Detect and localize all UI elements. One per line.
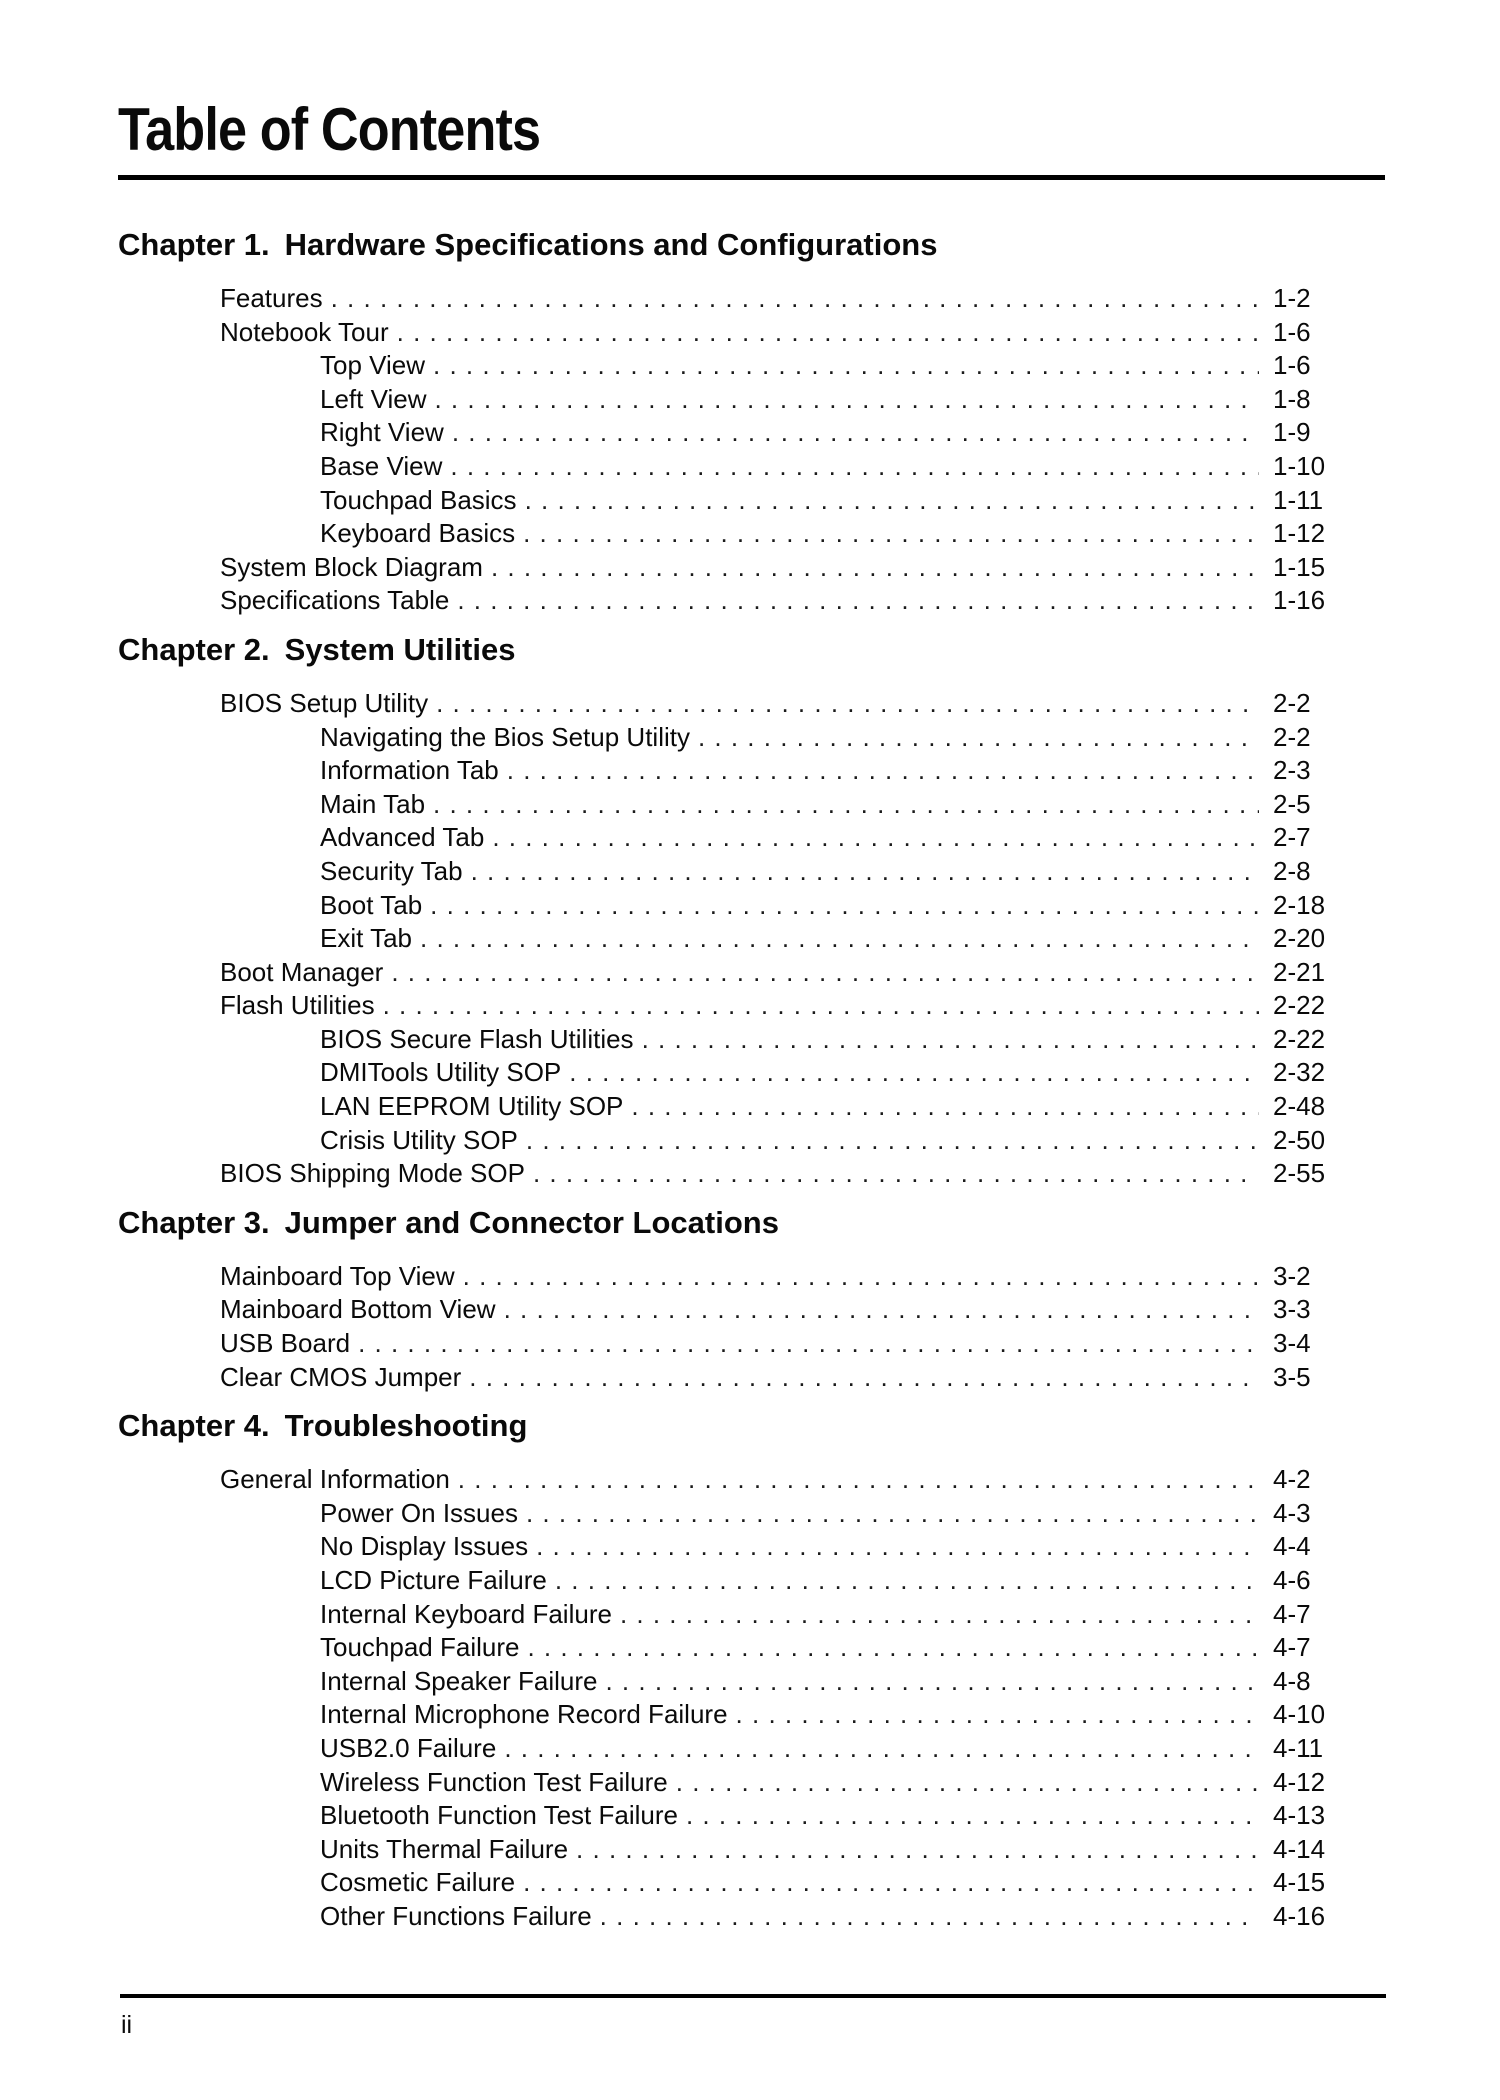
dot-leader xyxy=(605,1665,1259,1699)
entry-page-number: 1-6 xyxy=(1273,350,1311,381)
toc-entry xyxy=(118,1361,1385,1395)
page-title: Table of Contents xyxy=(118,96,541,163)
dot-leader xyxy=(736,1698,1259,1732)
chapter-number: Chapter 3. xyxy=(118,1204,270,1240)
toc-entry xyxy=(118,551,1385,585)
entry-page-number: 4-13 xyxy=(1273,1800,1326,1831)
toc-entry xyxy=(118,855,1385,889)
toc-entry xyxy=(118,1260,1385,1294)
toc-chapter xyxy=(118,632,1385,1191)
entry-page-number: 4-4 xyxy=(1273,1531,1311,1562)
toc-entry xyxy=(118,687,1385,721)
toc-entry xyxy=(118,1463,1385,1497)
entry-label: Top View xyxy=(320,350,426,381)
dot-leader xyxy=(433,788,1259,822)
entry-page-number: 1-12 xyxy=(1273,518,1326,549)
toc-entry xyxy=(118,484,1385,518)
chapter-heading xyxy=(118,1408,1385,1444)
toc-entry xyxy=(118,1564,1385,1598)
entry-label: LCD Picture Failure xyxy=(320,1565,547,1595)
toc-entry xyxy=(118,517,1385,551)
toc-entry xyxy=(118,889,1385,923)
toc-entry xyxy=(118,989,1385,1023)
dot-leader xyxy=(433,349,1259,383)
dot-leader xyxy=(504,1732,1259,1766)
toc-entry xyxy=(118,349,1385,383)
entry-label: Information Tab xyxy=(320,755,499,786)
dot-leader xyxy=(391,956,1259,990)
entry-page-number: 2-2 xyxy=(1273,721,1311,752)
chapter-heading xyxy=(118,632,1385,668)
toc-entry xyxy=(118,1766,1385,1800)
toc-entry xyxy=(118,416,1385,450)
dot-leader xyxy=(452,416,1259,450)
dot-leader xyxy=(463,1260,1259,1294)
entry-page-number: 2-5 xyxy=(1273,788,1311,819)
entry-page-number: 2-22 xyxy=(1273,1023,1326,1054)
entry-page-number: 4-7 xyxy=(1273,1598,1311,1629)
toc-entry xyxy=(118,754,1385,788)
entry-label: USB Board xyxy=(220,1328,351,1359)
toc-entry xyxy=(118,721,1385,755)
toc-chapter xyxy=(118,227,1385,618)
entry-label: Left View xyxy=(320,383,427,414)
dot-leader xyxy=(569,1056,1259,1090)
entry-page-number: 2-7 xyxy=(1273,822,1311,853)
entry-page-number: 1-6 xyxy=(1273,316,1311,347)
toc-entry xyxy=(118,1665,1385,1699)
dot-leader xyxy=(504,1293,1259,1327)
toc-entry xyxy=(118,1157,1385,1191)
chapter-title: Hardware Specifications and Configurations xyxy=(284,227,938,262)
chapter-entries xyxy=(118,282,1385,618)
dot-leader xyxy=(457,584,1259,618)
chapter-number: Chapter 4. xyxy=(118,1408,270,1444)
entry-page-number: 4-16 xyxy=(1273,1900,1326,1931)
dot-leader xyxy=(523,1866,1259,1900)
dot-leader xyxy=(331,282,1259,316)
entry-label: System Block Diagram xyxy=(220,551,483,582)
dot-leader xyxy=(492,821,1259,855)
toc-chapter xyxy=(118,1205,1385,1394)
toc-entry xyxy=(118,450,1385,484)
dot-leader xyxy=(555,1564,1259,1598)
entry-page-number: 4-12 xyxy=(1273,1766,1326,1797)
entry-label: Units Thermal Failure xyxy=(320,1833,569,1864)
entry-page-number: 4-14 xyxy=(1273,1833,1326,1864)
toc-entry xyxy=(118,383,1385,417)
chapter-title: Troubleshooting xyxy=(284,1408,528,1444)
entry-label: DMITools Utility SOP xyxy=(320,1057,562,1088)
entry-label: Internal Speaker Failure xyxy=(320,1665,598,1696)
toc-entry xyxy=(118,788,1385,822)
dot-leader xyxy=(642,1023,1259,1057)
entry-page-number: 2-32 xyxy=(1273,1057,1326,1088)
toc xyxy=(118,227,1385,1934)
entry-page-number: 2-20 xyxy=(1273,923,1326,954)
entry-page-number: 1-10 xyxy=(1273,450,1326,481)
entry-page-number: 1-16 xyxy=(1273,585,1326,616)
entry-label: Security Tab xyxy=(320,855,463,886)
dot-leader xyxy=(436,687,1259,721)
dot-leader xyxy=(420,922,1259,956)
entry-page-number: 3-4 xyxy=(1273,1328,1311,1359)
entry-label: Boot Tab xyxy=(320,889,423,920)
toc-entry xyxy=(118,1530,1385,1564)
entry-page-number: 3-3 xyxy=(1273,1294,1311,1325)
toc-entry xyxy=(118,1090,1385,1124)
dot-leader xyxy=(525,484,1259,518)
entry-page-number: 4-15 xyxy=(1273,1867,1326,1898)
dot-leader xyxy=(631,1090,1259,1124)
entry-page-number: 1-2 xyxy=(1273,283,1311,313)
dot-leader xyxy=(676,1766,1259,1800)
toc-entry xyxy=(118,1023,1385,1057)
entry-label: Touchpad Failure xyxy=(320,1632,520,1663)
toc-entry xyxy=(118,1900,1385,1934)
entry-page-number: 2-3 xyxy=(1273,755,1311,786)
toc-entry xyxy=(118,821,1385,855)
entry-label: Specifications Table xyxy=(220,585,450,616)
toc-entry xyxy=(118,584,1385,618)
toc-entry xyxy=(118,1866,1385,1900)
dot-leader xyxy=(491,551,1259,585)
footer-rule xyxy=(120,1994,1386,1998)
dot-leader xyxy=(526,1124,1259,1158)
toc-entry xyxy=(118,1124,1385,1158)
dot-leader xyxy=(536,1530,1259,1564)
entry-label: Navigating the Bios Setup Utility xyxy=(320,721,690,752)
entry-page-number: 2-2 xyxy=(1273,687,1311,718)
toc-entry xyxy=(118,956,1385,990)
footer-page-number: ii xyxy=(121,2011,133,2039)
entry-page-number: 4-8 xyxy=(1273,1665,1311,1696)
toc-entry xyxy=(118,1732,1385,1766)
entry-label: Right View xyxy=(320,417,444,448)
dot-leader xyxy=(698,721,1259,755)
entry-label: BIOS Secure Flash Utilities xyxy=(320,1023,634,1054)
toc-entry xyxy=(118,1327,1385,1361)
entry-label: Main Tab xyxy=(320,788,426,819)
dot-leader xyxy=(620,1598,1259,1632)
dot-leader xyxy=(526,1497,1259,1531)
entry-label: Exit Tab xyxy=(320,923,413,954)
entry-label: BIOS Shipping Mode SOP xyxy=(220,1158,525,1189)
toc-entry xyxy=(118,1497,1385,1531)
dot-leader xyxy=(458,1463,1259,1497)
entry-label: Cosmetic Failure xyxy=(320,1867,516,1898)
dot-leader xyxy=(523,517,1259,551)
toc-entry xyxy=(118,1598,1385,1632)
chapter-entries xyxy=(118,1260,1385,1394)
dot-leader xyxy=(533,1157,1259,1191)
entry-page-number: 2-8 xyxy=(1273,855,1311,886)
entry-label: BIOS Setup Utility xyxy=(220,687,429,718)
entry-label: Touchpad Basics xyxy=(320,484,517,515)
entry-label: Other Functions Failure xyxy=(320,1900,592,1931)
entry-page-number: 2-21 xyxy=(1273,956,1326,987)
dot-leader xyxy=(507,754,1259,788)
chapter-heading xyxy=(118,227,1385,263)
entry-page-number: 2-55 xyxy=(1273,1158,1326,1189)
dot-leader xyxy=(358,1327,1259,1361)
toc-entry xyxy=(118,282,1385,316)
entry-page-number: 1-8 xyxy=(1273,383,1311,414)
entry-label: Features xyxy=(220,283,323,313)
entry-label: Mainboard Bottom View xyxy=(220,1294,496,1325)
entry-page-number: 2-22 xyxy=(1273,990,1326,1021)
entry-label: No Display Issues xyxy=(320,1531,529,1562)
entry-label: Boot Manager xyxy=(220,956,384,987)
entry-page-number: 4-11 xyxy=(1273,1732,1324,1763)
entry-label: Wireless Function Test Failure xyxy=(320,1766,668,1797)
chapter-entries xyxy=(118,1463,1385,1933)
dot-leader xyxy=(450,450,1259,484)
entry-page-number: 1-11 xyxy=(1273,484,1324,515)
dot-leader xyxy=(686,1799,1259,1833)
entry-label: USB2.0 Failure xyxy=(320,1732,497,1763)
toc-entry xyxy=(118,1799,1385,1833)
dot-leader xyxy=(471,855,1259,889)
toc-chapter xyxy=(118,1408,1385,1933)
toc-entry xyxy=(118,1698,1385,1732)
entry-label: Base View xyxy=(320,450,443,481)
chapter-heading xyxy=(118,1205,1385,1241)
entry-label: Notebook Tour xyxy=(220,316,389,347)
chapter-number: Chapter 2. xyxy=(118,631,270,667)
entry-label: Mainboard Top View xyxy=(220,1260,455,1291)
toc-entry xyxy=(118,922,1385,956)
dot-leader xyxy=(576,1833,1259,1867)
dot-leader xyxy=(434,383,1259,417)
entry-label: Internal Keyboard Failure xyxy=(320,1598,612,1629)
chapter-entries xyxy=(118,687,1385,1191)
toc-entry xyxy=(118,1056,1385,1090)
entry-page-number: 4-7 xyxy=(1273,1632,1311,1663)
dot-leader xyxy=(527,1631,1259,1665)
entry-label: Advanced Tab xyxy=(320,822,485,853)
entry-page-number: 2-48 xyxy=(1273,1091,1326,1122)
entry-label: LAN EEPROM Utility SOP xyxy=(320,1091,624,1122)
entry-label: Flash Utilities xyxy=(220,990,375,1021)
entry-page-number: 3-5 xyxy=(1273,1361,1311,1392)
entry-label: General Information xyxy=(220,1464,450,1495)
dot-leader xyxy=(600,1900,1259,1934)
toc-entry xyxy=(118,1293,1385,1327)
dot-leader xyxy=(469,1361,1259,1395)
entry-page-number: 1-9 xyxy=(1273,417,1311,448)
entry-page-number: 1-15 xyxy=(1273,551,1326,582)
entry-label: Clear CMOS Jumper xyxy=(220,1361,462,1392)
entry-label: Internal Microphone Record Failure xyxy=(320,1699,728,1730)
document-header xyxy=(118,0,1385,180)
entry-page-number: 3-2 xyxy=(1273,1260,1311,1291)
chapter-number: Chapter 1. xyxy=(118,227,270,262)
entry-label: Crisis Utility SOP xyxy=(320,1124,518,1155)
toc-entry xyxy=(118,316,1385,350)
entry-page-number: 4-6 xyxy=(1273,1565,1311,1595)
entry-page-number: 4-10 xyxy=(1273,1699,1326,1730)
toc-entry xyxy=(118,1833,1385,1867)
chapter-title: Jumper and Connector Locations xyxy=(284,1204,779,1240)
entry-label: Power On Issues xyxy=(320,1497,518,1528)
entry-page-number: 4-3 xyxy=(1273,1497,1311,1528)
entry-page-number: 4-2 xyxy=(1273,1464,1311,1495)
entry-label: Bluetooth Function Test Failure xyxy=(320,1800,678,1831)
toc-entry xyxy=(118,1631,1385,1665)
dot-leader xyxy=(430,889,1259,923)
dot-leader xyxy=(383,989,1259,1023)
title-rule xyxy=(118,175,1385,180)
dot-leader xyxy=(397,316,1259,350)
entry-page-number: 2-50 xyxy=(1273,1124,1326,1155)
entry-page-number: 2-18 xyxy=(1273,889,1326,920)
entry-label: Keyboard Basics xyxy=(320,518,516,549)
chapter-title: System Utilities xyxy=(284,631,516,667)
